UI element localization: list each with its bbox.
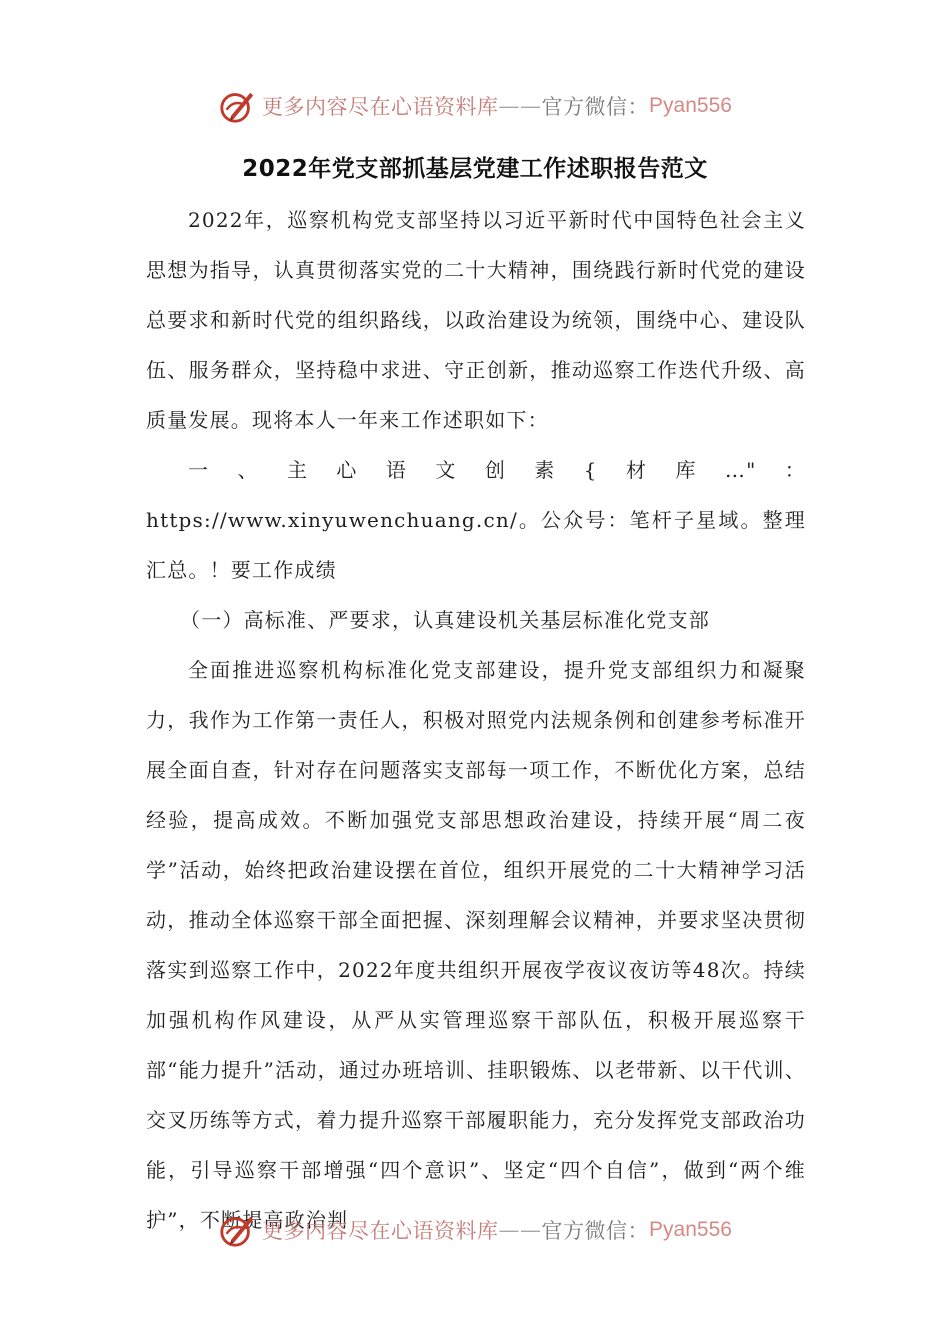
banner-separator: —— <box>498 1218 542 1242</box>
banner-wechat-id: Pyan556 <box>649 1218 732 1241</box>
subsection-heading-1: （一）高标准、严要求，认真建设机关基层标准化党支部 <box>180 608 710 632</box>
banner-wechat-label: 官方微信： <box>541 95 650 119</box>
pen-logo-icon <box>218 1211 256 1249</box>
document-title: 2022年党支部抓基层党建工作述职报告范文 <box>242 156 708 182</box>
paragraph-intro: 2022年，巡察机构党支部坚持以习近平新时代中国特色社会主义思想为指导，认真贯彻落实党的二十大精神，围绕践行新时代党的建设总要求和新时代党的组织路线，以政治建设为统领，围绕中心、建设队伍、服务群众，坚持稳中求进、守正创新，推动巡察工作迭代升级、高质量发展。现将本人一年来工作述职如下： <box>146 208 806 432</box>
banner-wechat-id: Pyan556 <box>649 94 732 117</box>
banner-separator: —— <box>498 94 542 118</box>
footer-banner <box>0 1208 950 1252</box>
paragraph-body: 全面推进巡察机构标准化党支部建设，提升党支部组织力和凝聚力，我作为工作第一责任人，积极对照党内法规条例和创建参考标准开展全面自查，针对存在问题落实支部每一项工作，不断优化方案，总结经验，提高成效。不断加强党支部思想政治建设，持续开展“周二夜学”活动，始终把政治建设摆在首位，组织开展党的二十大精神学习活动，推动全体巡察干部全面把握、深刻理解会议精神，并要求坚决贯彻落实到巡察工作中，2022年度共组织开展夜学夜议夜访等48次。持续加强机构作风建设，从严从实管理巡察干部队伍，积极开展巡察干部“能力提升”活动，通过办班培训、挂职锻炼、以老带新、以干代训、交叉历练等方式，着力提升巡察干部履职能力，充分发挥党支部政治功能，引导巡察干部增强“四个意识”、坚定“四个自信”，做到“两个维护”，不断提高政治判 <box>146 658 806 1232</box>
banner-text: 更多内容尽在心语资料库 <box>262 95 499 119</box>
banner-text: 更多内容尽在心语资料库 <box>262 1219 499 1243</box>
header-banner <box>0 84 950 128</box>
pen-logo-icon <box>218 87 256 125</box>
banner-wechat-label: 官方微信： <box>541 1219 650 1243</box>
document-body <box>146 195 806 1245</box>
section-heading-1: 一、主心语文创素{材库…"：https://www.xinyuwenchuang.cn/。公众号：笔杆子星域。整理汇总。！要工作成绩 <box>146 458 806 582</box>
